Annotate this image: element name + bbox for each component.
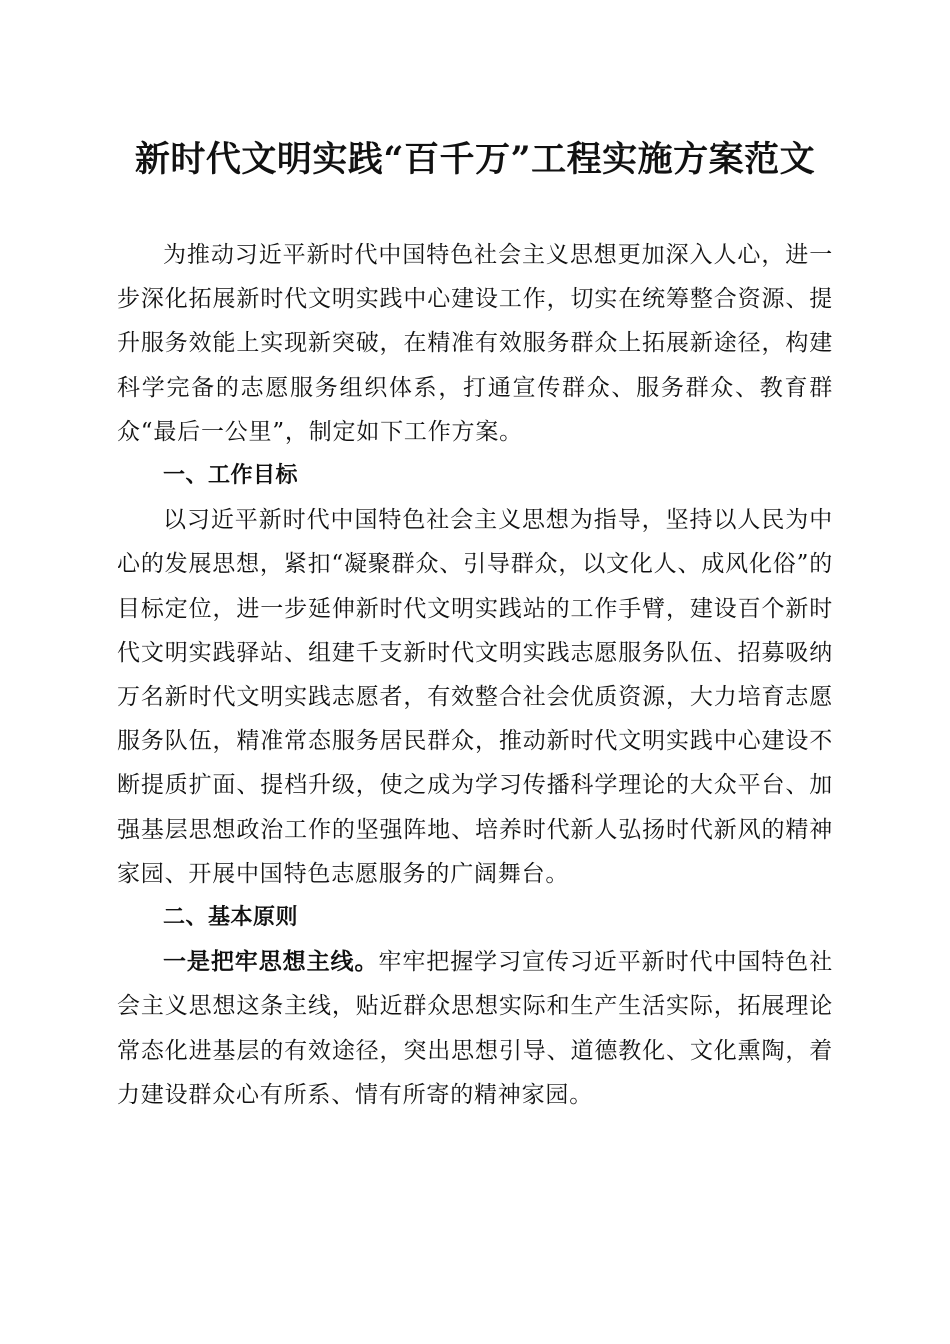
principle-1-text: 牢牢把握学习宣传习近平新时代中国特色社会主义思想这条主线，贴近群众思想实际和生产生活实际，拓展理论常态化进基层的有效途径，突出思想引导、道德教化、文化熏陶，着力建设群众心有所系、情有所寄的精神家园。: [117, 949, 834, 1108]
document-body: [117, 233, 833, 1117]
goals-paragraph: 以习近平新时代中国特色社会主义思想为指导，坚持以人民为中心的发展思想，紧扣“凝聚群众、引导群众，以文化人、成风化俗”的目标定位，进一步延伸新时代文明实践站的工作手臂，建设百个新时代文明实践驿站、组建千支新时代文明实践志愿服务队伍、招募吸纳万名新时代文明实践志愿者，有效整合社会优质资源，大力培育志愿服务队伍，精准常态服务居民群众，推动新时代文明实践中心建设不断提质扩面、提档升级，使之成为学习传播科学理论的大众平台、加强基层思想政治工作的坚强阵地、培养时代新人弘扬时代新风的精神家园、开展中国特色志愿服务的广阔舞台。: [117, 507, 833, 887]
document-title: 新时代文明实践“百千万”工程实施方案范文: [134, 139, 816, 180]
section-heading-goals: 一、工作目标: [163, 463, 299, 489]
principle-1-lead: 一是把牢思想主线。: [163, 948, 379, 976]
principle-paragraph-1: [117, 940, 833, 1117]
intro-paragraph: 为推动习近平新时代中国特色社会主义思想更加深入人心，进一步深化拓展新时代文明实践中心建设工作，切实在统筹整合资源、提升服务效能上实现新突破，在精准有效服务群众上拓展新途径，构建科学完备的志愿服务组织体系，打通宣传群众、服务群众、教育群众“最后一公里”，制定如下工作方案。: [117, 242, 833, 445]
section-heading-principles: 二、基本原则: [163, 905, 299, 931]
